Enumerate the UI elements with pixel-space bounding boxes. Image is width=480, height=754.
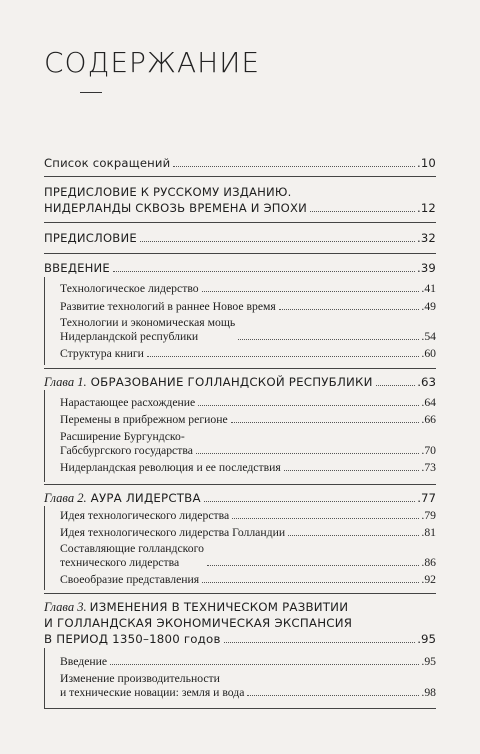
toc-subentry[interactable] (60, 573, 436, 587)
toc-label: Развитие технологий в раннее Новое время (60, 300, 276, 313)
toc-label: ВВЕДЕНИЕ (44, 261, 110, 275)
section-bar (44, 277, 45, 365)
toc-label: Введение (60, 655, 108, 668)
leader-dots (113, 271, 415, 272)
toc-subentry[interactable] (60, 347, 436, 361)
toc-subentry[interactable] (60, 413, 436, 427)
leader-dots (279, 309, 420, 310)
toc-subentry[interactable] (60, 396, 436, 410)
toc-page: .66 (421, 413, 436, 426)
toc-label: Расширение Бургундско- Габсбургского государства (60, 430, 193, 457)
divider (44, 253, 436, 254)
toc-page: .95 (417, 632, 436, 646)
toc-label: Нидерландская революция и ее последствия (60, 461, 281, 474)
toc-subentry[interactable] (60, 461, 436, 475)
toc-subentry[interactable] (60, 316, 436, 344)
chapter-number: Глава 3. (44, 600, 87, 614)
title-rule (80, 92, 102, 93)
chapter-number: Глава 2. (44, 491, 87, 505)
toc-page: .73 (421, 461, 436, 474)
divider (44, 593, 436, 594)
page-title: СОДЕРЖАНИЕ (44, 46, 261, 79)
toc-page: .79 (421, 509, 436, 522)
divider (44, 176, 436, 177)
toc-page: .77 (417, 491, 436, 505)
divider (44, 708, 436, 709)
leader-dots (204, 501, 415, 502)
toc-page: .54 (421, 330, 436, 343)
section-bar (44, 506, 45, 590)
toc-subentry[interactable] (60, 430, 436, 458)
toc-subentry[interactable] (60, 509, 436, 523)
toc-subentry[interactable] (60, 655, 436, 669)
toc-entry-preface[interactable] (44, 230, 436, 246)
leader-dots (198, 405, 419, 406)
toc-page: .49 (421, 300, 436, 313)
toc-page: .70 (421, 444, 436, 457)
leader-dots (232, 518, 419, 519)
leader-dots (310, 211, 415, 212)
leader-dots (247, 695, 419, 696)
toc-label: Идея технологического лидерства (60, 509, 230, 522)
leader-dots (202, 291, 420, 292)
toc-page: .12 (416, 201, 436, 215)
leader-dots (207, 565, 419, 566)
toc-label: Нарастающее расхождение (60, 396, 196, 409)
leader-dots (238, 339, 419, 340)
toc-subentry[interactable] (60, 542, 436, 570)
chapter-number: Глава 1. (44, 375, 87, 389)
divider (44, 368, 436, 369)
leader-dots (173, 166, 415, 167)
toc-entry-chapter-3[interactable] (44, 599, 436, 647)
toc-page: .10 (416, 156, 436, 170)
leader-dots (147, 356, 419, 357)
toc-page: .86 (421, 556, 436, 569)
divider (44, 222, 436, 223)
toc-page: .60 (421, 347, 436, 360)
toc-page: .41 (421, 282, 436, 295)
toc-page: .32 (416, 231, 436, 245)
toc-label: ОБРАЗОВАНИЕ ГОЛЛАНДСКОЙ РЕСПУБЛИКИ (90, 375, 373, 389)
leader-dots (231, 422, 420, 423)
divider (44, 484, 436, 485)
toc-label-line-2: И ГОЛЛАНДСКАЯ ЭКОНОМИЧЕСКАЯ ЭКСПАНСИЯ (44, 616, 353, 630)
toc-entry-abbreviations[interactable] (44, 155, 436, 171)
toc-label: Технологическое лидерство (60, 282, 199, 295)
toc-label: Изменение производительности и технические новации: земля и вода (60, 672, 245, 699)
toc-subentry[interactable] (60, 526, 436, 540)
toc-entry-introduction[interactable] (44, 260, 436, 276)
toc-page: .95 (421, 655, 436, 668)
toc-label: ПРЕДИСЛОВИЕ (44, 231, 137, 245)
toc-entry-chapter-1[interactable] (44, 374, 436, 390)
toc-subentry[interactable] (60, 300, 436, 314)
toc-label: Список сокращений (44, 156, 171, 170)
toc-page: .92 (421, 573, 436, 586)
toc-page: .63 (417, 375, 436, 389)
section-bar (44, 390, 45, 482)
toc-label: Технологии и экономическая мощь Нидерландской республики (60, 316, 236, 343)
leader-dots (224, 642, 416, 643)
leader-dots (202, 582, 419, 583)
toc-label-line-1: ИЗМЕНЕНИЯ В ТЕХНИЧЕСКОМ РАЗВИТИИ (89, 600, 349, 614)
toc-label: Своеобразие представления (60, 573, 200, 586)
toc-page: .64 (421, 396, 436, 409)
leader-dots (110, 664, 419, 665)
toc-subentry[interactable] (60, 672, 436, 700)
toc-entry-chapter-2[interactable] (44, 490, 436, 506)
toc-label: ПРЕДИСЛОВИЕ К РУССКОМУ ИЗДАНИЮ. НИДЕРЛАНДЫ СКВОЗЬ ВРЕМЕНА И ЭПОХИ (44, 185, 308, 215)
leader-dots (196, 453, 419, 454)
toc-label: Структура книги (60, 347, 144, 360)
toc-label-line-3: В ПЕРИОД 1350–1800 годов (44, 632, 221, 646)
toc-label: Составляющие голландского технического лидерства (60, 542, 204, 569)
toc-page: .39 (416, 261, 436, 275)
toc-label: АУРА ЛИДЕРСТВА (90, 491, 201, 505)
leader-dots (284, 470, 420, 471)
toc-label: Идея технологического лидерства Голландии (60, 526, 286, 539)
toc-label: Перемены в прибрежном регионе (60, 413, 228, 426)
section-bar (44, 648, 45, 708)
leader-dots (376, 385, 416, 386)
leader-dots (288, 535, 419, 536)
toc-page: .98 (421, 686, 436, 699)
toc-subentry[interactable] (60, 282, 436, 296)
toc-page: .81 (421, 526, 436, 539)
leader-dots (140, 241, 415, 242)
toc-entry-preface-ru[interactable] (44, 184, 436, 216)
